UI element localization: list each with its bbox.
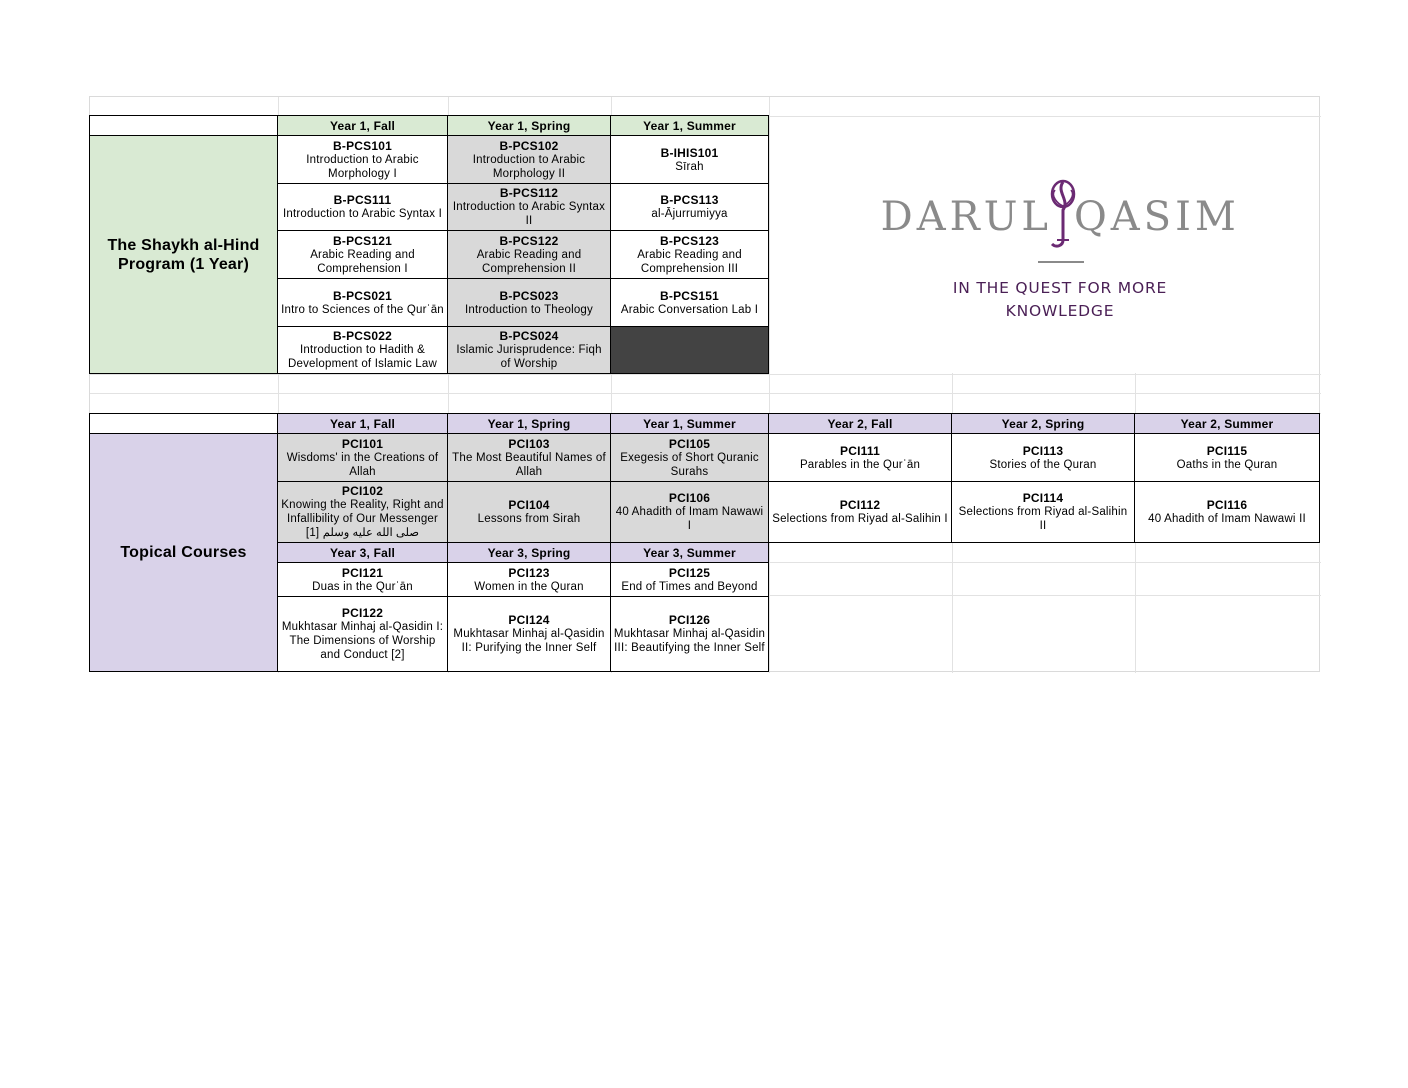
course-code: PCI106 [668,491,711,505]
header-blank-cell [89,115,278,136]
program-title-text: Topical Courses [120,544,247,561]
course-cell [447,230,611,279]
header-year2-spring: Year 2, Spring [951,413,1135,434]
course-title: Introduction to Hadith & Development of Islamic Law [287,344,437,370]
course-code: PCI121 [341,565,384,580]
course-cell [447,596,611,672]
header-year3-spring: Year 3, Spring [447,542,611,563]
course-title: Mukhtasar Minhaj al-Qasidin II: Purifying the Inner Self [453,628,605,654]
course-cell [447,326,611,374]
course-cell [951,433,1135,482]
course-title: Wisdoms' in the Creations of Allah [286,451,439,478]
course-cell [951,481,1135,543]
course-code: B-PCS024 [499,329,559,343]
course-title: Mukhtasar Minhaj al-Qasidin I: The Dimensions of Worship and Conduct [2] [281,621,444,661]
course-code: B-PCS151 [660,288,719,303]
course-cell [768,433,952,482]
logo-brand-left: DARUL [880,194,1052,240]
logo-tagline-line2: KNOWLEDGE [1005,302,1115,320]
course-cell [277,481,448,543]
course-cell [277,135,448,184]
course-title: Arabic Reading and Comprehension II [476,248,582,275]
course-cell [277,596,448,672]
course-title: Sīrah [675,160,704,173]
course-code: PCI111 [840,443,880,458]
course-code: PCI112 [839,498,881,512]
header-year1-spring: Year 1, Spring [447,115,611,136]
course-cell [277,326,448,374]
header-year3-summer: Year 3, Summer [610,542,769,563]
course-cell [277,278,448,327]
darul-qasim-logo [780,160,1340,340]
header-year2-summer: Year 2, Summer [1134,413,1320,434]
course-cell [277,183,448,231]
course-code: PCI124 [508,613,550,627]
course-cell [447,135,611,184]
course-cell [610,596,769,672]
header-year1-summer: Year 1, Summer [610,115,769,136]
header-year1-summer: Year 1, Summer [610,413,769,434]
course-cell [277,562,448,597]
course-code: PCI123 [508,565,550,580]
course-code: B-PCS023 [499,288,559,303]
course-title: Mukhtasar Minhaj al-Qasidin III: Beautifying the Inner Self [613,628,766,654]
course-cell [447,481,611,543]
course-code: PCI126 [668,613,711,627]
course-cell [447,433,611,482]
course-code: B-PCS111 [333,193,392,207]
course-code: B-PCS123 [660,233,719,248]
course-code: PCI105 [668,436,711,451]
course-title: Oaths in the Quran [1176,458,1278,471]
program-title-shaykh-al-hind [89,135,278,374]
course-code: B-PCS112 [499,186,559,200]
course-title: Selections from Riyad al-Salihin I [772,513,948,525]
course-code: PCI116 [1206,498,1248,512]
header-year1-fall: Year 1, Fall [277,115,448,136]
header-year1-spring: Year 1, Spring [447,413,611,434]
course-code: B-PCS113 [660,193,719,207]
empty-dark-cell [610,326,769,374]
course-title: Women in the Quran [474,580,584,593]
course-title: 40 Ahadith of Imam Nawawi I [615,506,764,532]
course-cell [1134,481,1320,543]
course-cell [610,278,769,327]
course-cell [447,562,611,597]
course-code: B-PCS101 [333,138,392,153]
course-title: The Most Beautiful Names of Allah [452,451,606,478]
course-title: Intro to Sciences of the Qurʾān [281,303,444,316]
course-title: End of Times and Beyond [621,580,758,593]
course-code: B-PCS021 [333,288,392,303]
course-cell [447,183,611,231]
course-title: Duas in the Qurʾān [312,580,413,593]
course-cell [610,135,769,184]
course-code: B-IHIS101 [660,145,719,160]
course-title: Selections from Riyad al-Salihin II [958,506,1128,532]
course-title: 40 Ahadith of Imam Nawawi II [1148,513,1306,525]
course-cell [277,433,448,482]
course-cell [610,481,769,543]
program-title-topical-courses [89,433,278,672]
course-cell [610,183,769,231]
course-title: Arabic Reading and Comprehension I [310,248,415,275]
course-code: PCI104 [508,498,550,512]
course-code: PCI122 [341,606,384,620]
course-code: PCI103 [508,436,550,451]
course-title: Introduction to Arabic Syntax I [283,208,442,220]
program-title-text: The Shaykh al-Hind Program (1 Year) [107,236,260,273]
course-cell [610,562,769,597]
logo-brand-right: QASIM [1074,194,1240,240]
course-title: Lessons from Sirah [477,513,581,525]
header-blank-cell [89,413,278,434]
course-code: PCI102 [341,484,384,498]
tree-emblem-icon [1052,181,1074,246]
logo-tagline-line1: IN THE QUEST FOR MORE [952,279,1168,297]
course-title: Introduction to Arabic Syntax II [452,201,606,227]
course-cell [610,230,769,279]
course-title: Arabic Reading and Comprehension III [637,248,742,275]
logo-divider [1038,261,1084,263]
course-code: B-PCS102 [499,138,559,153]
course-code: B-PCS121 [333,233,392,248]
course-title: Introduction to Arabic Morphology I [306,153,419,180]
course-title: Stories of the Quran [989,458,1097,471]
course-cell [768,481,952,543]
course-code: B-PCS022 [333,329,392,343]
header-year2-fall: Year 2, Fall [768,413,952,434]
course-code: PCI125 [668,565,711,580]
course-title: Introduction to Theology [465,303,593,316]
course-title: Parables in the Qurʾān [799,458,921,471]
course-code: PCI101 [341,436,384,451]
course-title: Islamic Jurisprudence: Fiqh of Worship [456,344,602,370]
course-cell [447,278,611,327]
course-cell [277,230,448,279]
logo-wordmark [780,160,1340,260]
course-title: al-Ājurrumiyya [651,208,728,220]
header-year1-fall: Year 1, Fall [277,413,448,434]
header-year3-fall: Year 3, Fall [277,542,448,563]
course-code: PCI115 [1206,443,1248,458]
course-cell [1134,433,1320,482]
course-cell [610,433,769,482]
course-code: PCI114 [1022,491,1064,505]
course-title: Arabic Conversation Lab I [620,303,759,316]
course-title: Introduction to Arabic Morphology II [472,153,586,180]
course-code: PCI113 [1022,443,1064,458]
course-code: B-PCS122 [499,233,559,248]
course-title: Exegesis of Short Quranic Surahs [620,451,759,478]
course-title: Knowing the Reality, Right and Infallibility of Our Messenger [1] صلى الله عليه وسلم [281,499,444,539]
